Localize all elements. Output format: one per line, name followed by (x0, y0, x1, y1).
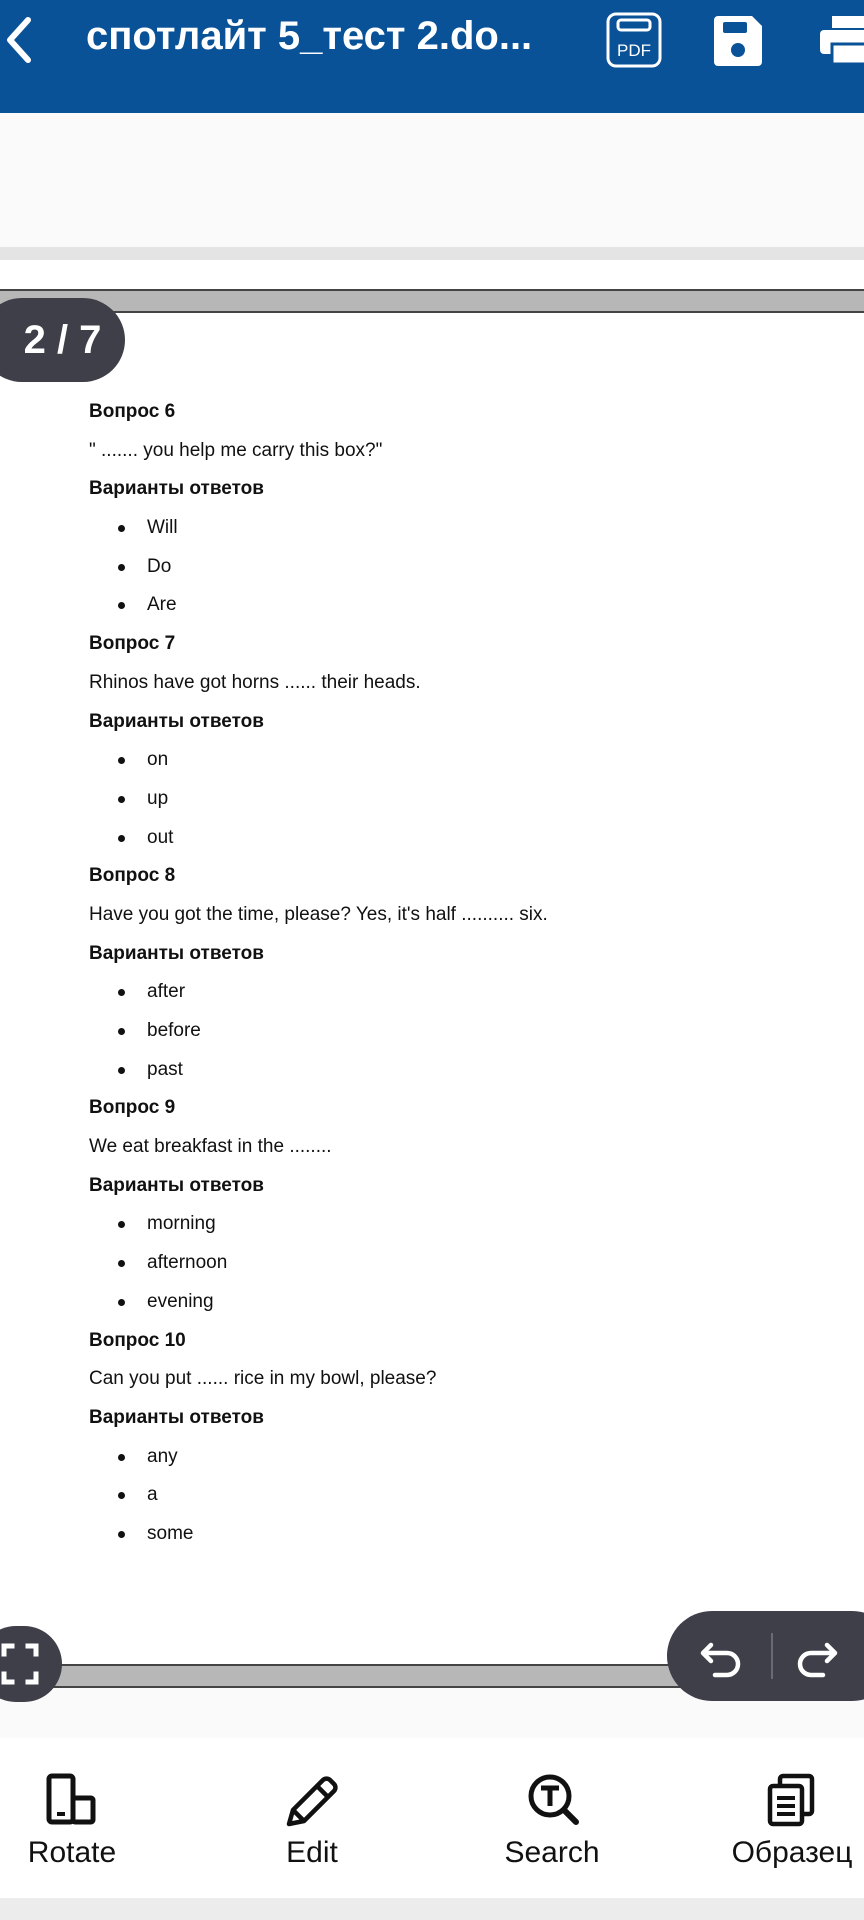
answer-option (89, 1288, 829, 1327)
bullet-icon (118, 1221, 125, 1228)
options-heading: Варианты ответов (89, 710, 264, 732)
pencil-icon (283, 1772, 341, 1830)
answer-option (89, 1210, 829, 1249)
question-heading: Вопрос 7 (89, 633, 176, 655)
bullet-icon (118, 757, 125, 764)
search-text-icon (526, 1772, 582, 1828)
options-heading: Варианты ответов (89, 942, 264, 964)
document-title: спотлайт 5_тест 2.do... (86, 14, 533, 58)
bullet-icon (118, 1492, 125, 1499)
answer-option (89, 1481, 829, 1520)
options-heading: Варианты ответов (89, 478, 264, 500)
back-button[interactable] (0, 0, 40, 80)
bullet-icon (118, 602, 125, 609)
undo-redo-divider (771, 1633, 773, 1679)
sample-label: Образец (731, 1836, 853, 1869)
question-text: Rhinos have got horns ...... their heads. (89, 671, 421, 693)
edit-button[interactable] (250, 1738, 374, 1898)
toolbar-divider (0, 247, 864, 260)
answer-option-text: morning (147, 1213, 216, 1235)
page-top-edge (0, 289, 864, 313)
bullet-icon (118, 1454, 125, 1461)
question-heading: Вопрос 6 (89, 401, 176, 422)
answer-option-text: out (147, 826, 174, 848)
question-heading: Вопрос 9 (89, 1097, 176, 1119)
answer-option-text: afternoon (147, 1252, 228, 1274)
page-indicator: 2 / 7 (0, 298, 125, 382)
options-heading: Варианты ответов (89, 1174, 264, 1196)
answer-option-text: any (147, 1445, 178, 1467)
answer-option (89, 1056, 829, 1095)
answer-option-text: past (147, 1058, 183, 1080)
answer-option (89, 1520, 829, 1559)
redo-icon (791, 1631, 841, 1681)
answer-option-text: a (147, 1484, 158, 1506)
answer-option (89, 591, 829, 630)
undo-button[interactable] (697, 1631, 747, 1681)
app-header (0, 0, 864, 113)
rotate-icon (45, 1772, 97, 1828)
undo-redo-controls (667, 1611, 864, 1701)
bullet-icon (118, 1028, 125, 1035)
answer-option-text: Will (147, 517, 178, 539)
answer-option-text: after (147, 981, 186, 1003)
bullet-icon (118, 796, 125, 803)
answer-option (89, 553, 829, 592)
answer-option (89, 514, 829, 553)
pdf-icon (604, 10, 666, 70)
options-heading: Варианты ответов (89, 1406, 264, 1428)
answer-option (89, 746, 829, 785)
answer-option (89, 824, 829, 863)
answer-option (89, 785, 829, 824)
bullet-icon (118, 1299, 125, 1306)
fullscreen-icon (0, 1626, 62, 1702)
toolbar-area (0, 113, 864, 247)
answer-option-text: Are (147, 594, 177, 616)
export-pdf-button[interactable] (604, 10, 666, 70)
sample-button[interactable] (720, 1738, 864, 1898)
printer-icon (818, 12, 864, 68)
rotate-label: Rotate (27, 1836, 117, 1869)
search-label: Search (504, 1836, 600, 1869)
pdf-icon-label: PDF (617, 41, 651, 60)
question-text: " ....... you help me carry this box?" (89, 439, 383, 461)
question-text: Can you put ...... rice in my bowl, please? (89, 1368, 437, 1390)
sample-copy-icon (766, 1772, 818, 1828)
answer-option-text: up (147, 787, 169, 809)
answer-option-text: Do (147, 555, 172, 577)
edit-label: Edit (286, 1836, 338, 1869)
print-button[interactable] (818, 12, 864, 68)
bullet-icon (118, 989, 125, 996)
answer-option (89, 978, 829, 1017)
redo-button[interactable] (791, 1631, 841, 1681)
fullscreen-button[interactable] (0, 1626, 62, 1702)
answer-option-text: before (147, 1020, 201, 1041)
answer-option-text: on (147, 749, 169, 771)
answer-option (89, 1249, 829, 1288)
answer-option-text: some (147, 1522, 194, 1544)
bottom-toolbar (0, 1738, 864, 1898)
question-heading: Вопрос 8 (89, 865, 176, 887)
answer-option (89, 1017, 829, 1056)
rotate-button[interactable] (0, 1738, 144, 1898)
undo-icon (697, 1631, 747, 1681)
bullet-icon (118, 1067, 125, 1074)
answer-option-text: evening (147, 1290, 214, 1312)
bullet-icon (118, 835, 125, 842)
bullet-icon (118, 564, 125, 571)
bullet-icon (118, 525, 125, 532)
question-text: We eat breakfast in the ........ (89, 1136, 332, 1158)
question-heading: Вопрос 10 (89, 1329, 186, 1351)
bullet-icon (118, 1531, 125, 1538)
question-text: Have you got the time, please? Yes, it's half .......... six. (89, 903, 548, 925)
save-button[interactable] (710, 12, 766, 68)
bullet-icon (118, 1260, 125, 1267)
search-button[interactable] (490, 1738, 614, 1898)
document-content (89, 398, 829, 1559)
system-nav-bar (0, 1898, 864, 1920)
answer-option (89, 1443, 829, 1482)
chevron-left-icon (0, 0, 40, 80)
floppy-disk-icon (710, 12, 766, 68)
